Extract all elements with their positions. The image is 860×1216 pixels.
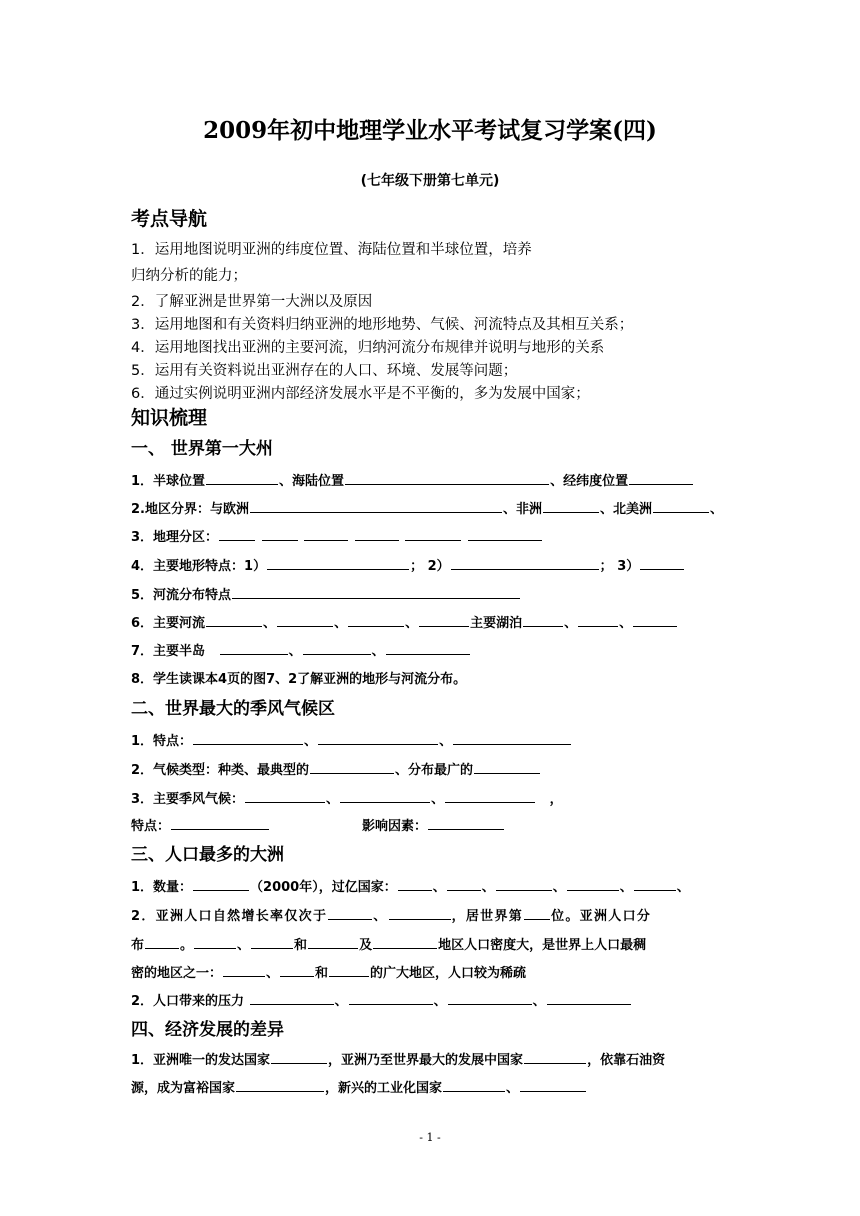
subsection-heading-population: 三、人口最多的大洲	[131, 845, 284, 865]
list-item: 3．运用地图和有关资料归纳亚洲的地形地势、气候、河流特点及其相互关系；	[131, 317, 634, 333]
section-heading-navigation: 考点导航	[131, 208, 208, 230]
list-item: 4．运用地图找出亚洲的主要河流，归纳河流分布规律并说明与地形的关系	[131, 340, 605, 356]
section-heading-knowledge: 知识梳理	[131, 407, 208, 429]
fill-line-climate-types: 2．气候类型：种类、最典型的 、分布最广的	[131, 759, 541, 778]
fill-line-peninsulas: 7．主要半岛 、 、	[131, 640, 471, 659]
fill-line-monsoon-climates: 3．主要季风气候： 、 、 ，	[131, 792, 563, 807]
list-item: 1．运用地图说明亚洲的纬度位置、海陆位置和半球位置，培养	[131, 242, 532, 258]
page-subtitle: (七年级下册第七单元)	[360, 173, 500, 189]
fill-line-boundaries: 2.地区分界：与欧洲 、非洲 、北美洲 、	[131, 502, 724, 517]
subsection-heading-monsoon: 二、世界最大的季风气候区	[131, 699, 335, 719]
list-item: 2．了解亚洲是世界第一大洲以及原因	[131, 294, 373, 310]
list-item: 6．通过实例说明亚洲内部经济发展水平是不平衡的，多为发展中国家；	[131, 386, 590, 402]
page-title: 2009年初中地理学业水平考试复习学案(四)	[203, 117, 657, 144]
fill-line-growth-rate: 2．亚洲人口自然增长率仅次于 、 ，居世界第 位。亚洲人口分	[131, 909, 652, 924]
fill-line-features: 1．特点： 、 、	[131, 730, 572, 749]
fill-line-rivers-lakes: 6．主要河流 、 、 、 主要湖泊 、 、	[131, 612, 678, 631]
fill-line-traits-factors: 特点： 影响因素：	[131, 815, 505, 834]
fill-line-terrain: 4．主要地形特点：1） ； 2） ； 3）	[131, 555, 685, 574]
fill-line-river-distribution: 5．河流分布特点	[131, 584, 521, 603]
page-number: - 1 -	[419, 1131, 441, 1144]
note-textbook: 8．学生读课本4页的图7、2了解亚洲的地形与河流分布。	[131, 672, 467, 687]
fill-line-distribution: 布 。 、 和 及 地区人口密度大，是世界上人口最稠	[131, 938, 647, 953]
fill-line-population-count: 1．数量： （2000年），过亿国家： 、 、 、 、 、	[131, 880, 690, 895]
subsection-heading-economy: 四、经济发展的差异	[131, 1020, 284, 1040]
subsection-heading-largest-continent: 一、 世界第一大州	[131, 439, 273, 459]
fill-line-regions: 3．地理分区：	[131, 526, 543, 545]
fill-line-developed: 1．亚洲唯一的发达国家 ，亚洲乃至世界最大的发展中国家 ，依靠石油资	[131, 1053, 666, 1068]
fill-line-rich-countries: 源，成为富裕国家 ，新兴的工业化国家 、	[131, 1077, 587, 1096]
list-item: 5．运用有关资料说出亚洲存在的人口、环境、发展等问题；	[131, 363, 518, 379]
fill-line-sparse: 密的地区之一： 、 和 的广大地区，人口较为稀疏	[131, 966, 527, 981]
fill-line-position: 1．半球位置 、海陆位置 、经纬度位置	[131, 470, 694, 489]
fill-line-pressure: 2．人口带来的压力 、 、 、	[131, 990, 632, 1009]
list-item: 归纳分析的能力；	[131, 268, 247, 284]
